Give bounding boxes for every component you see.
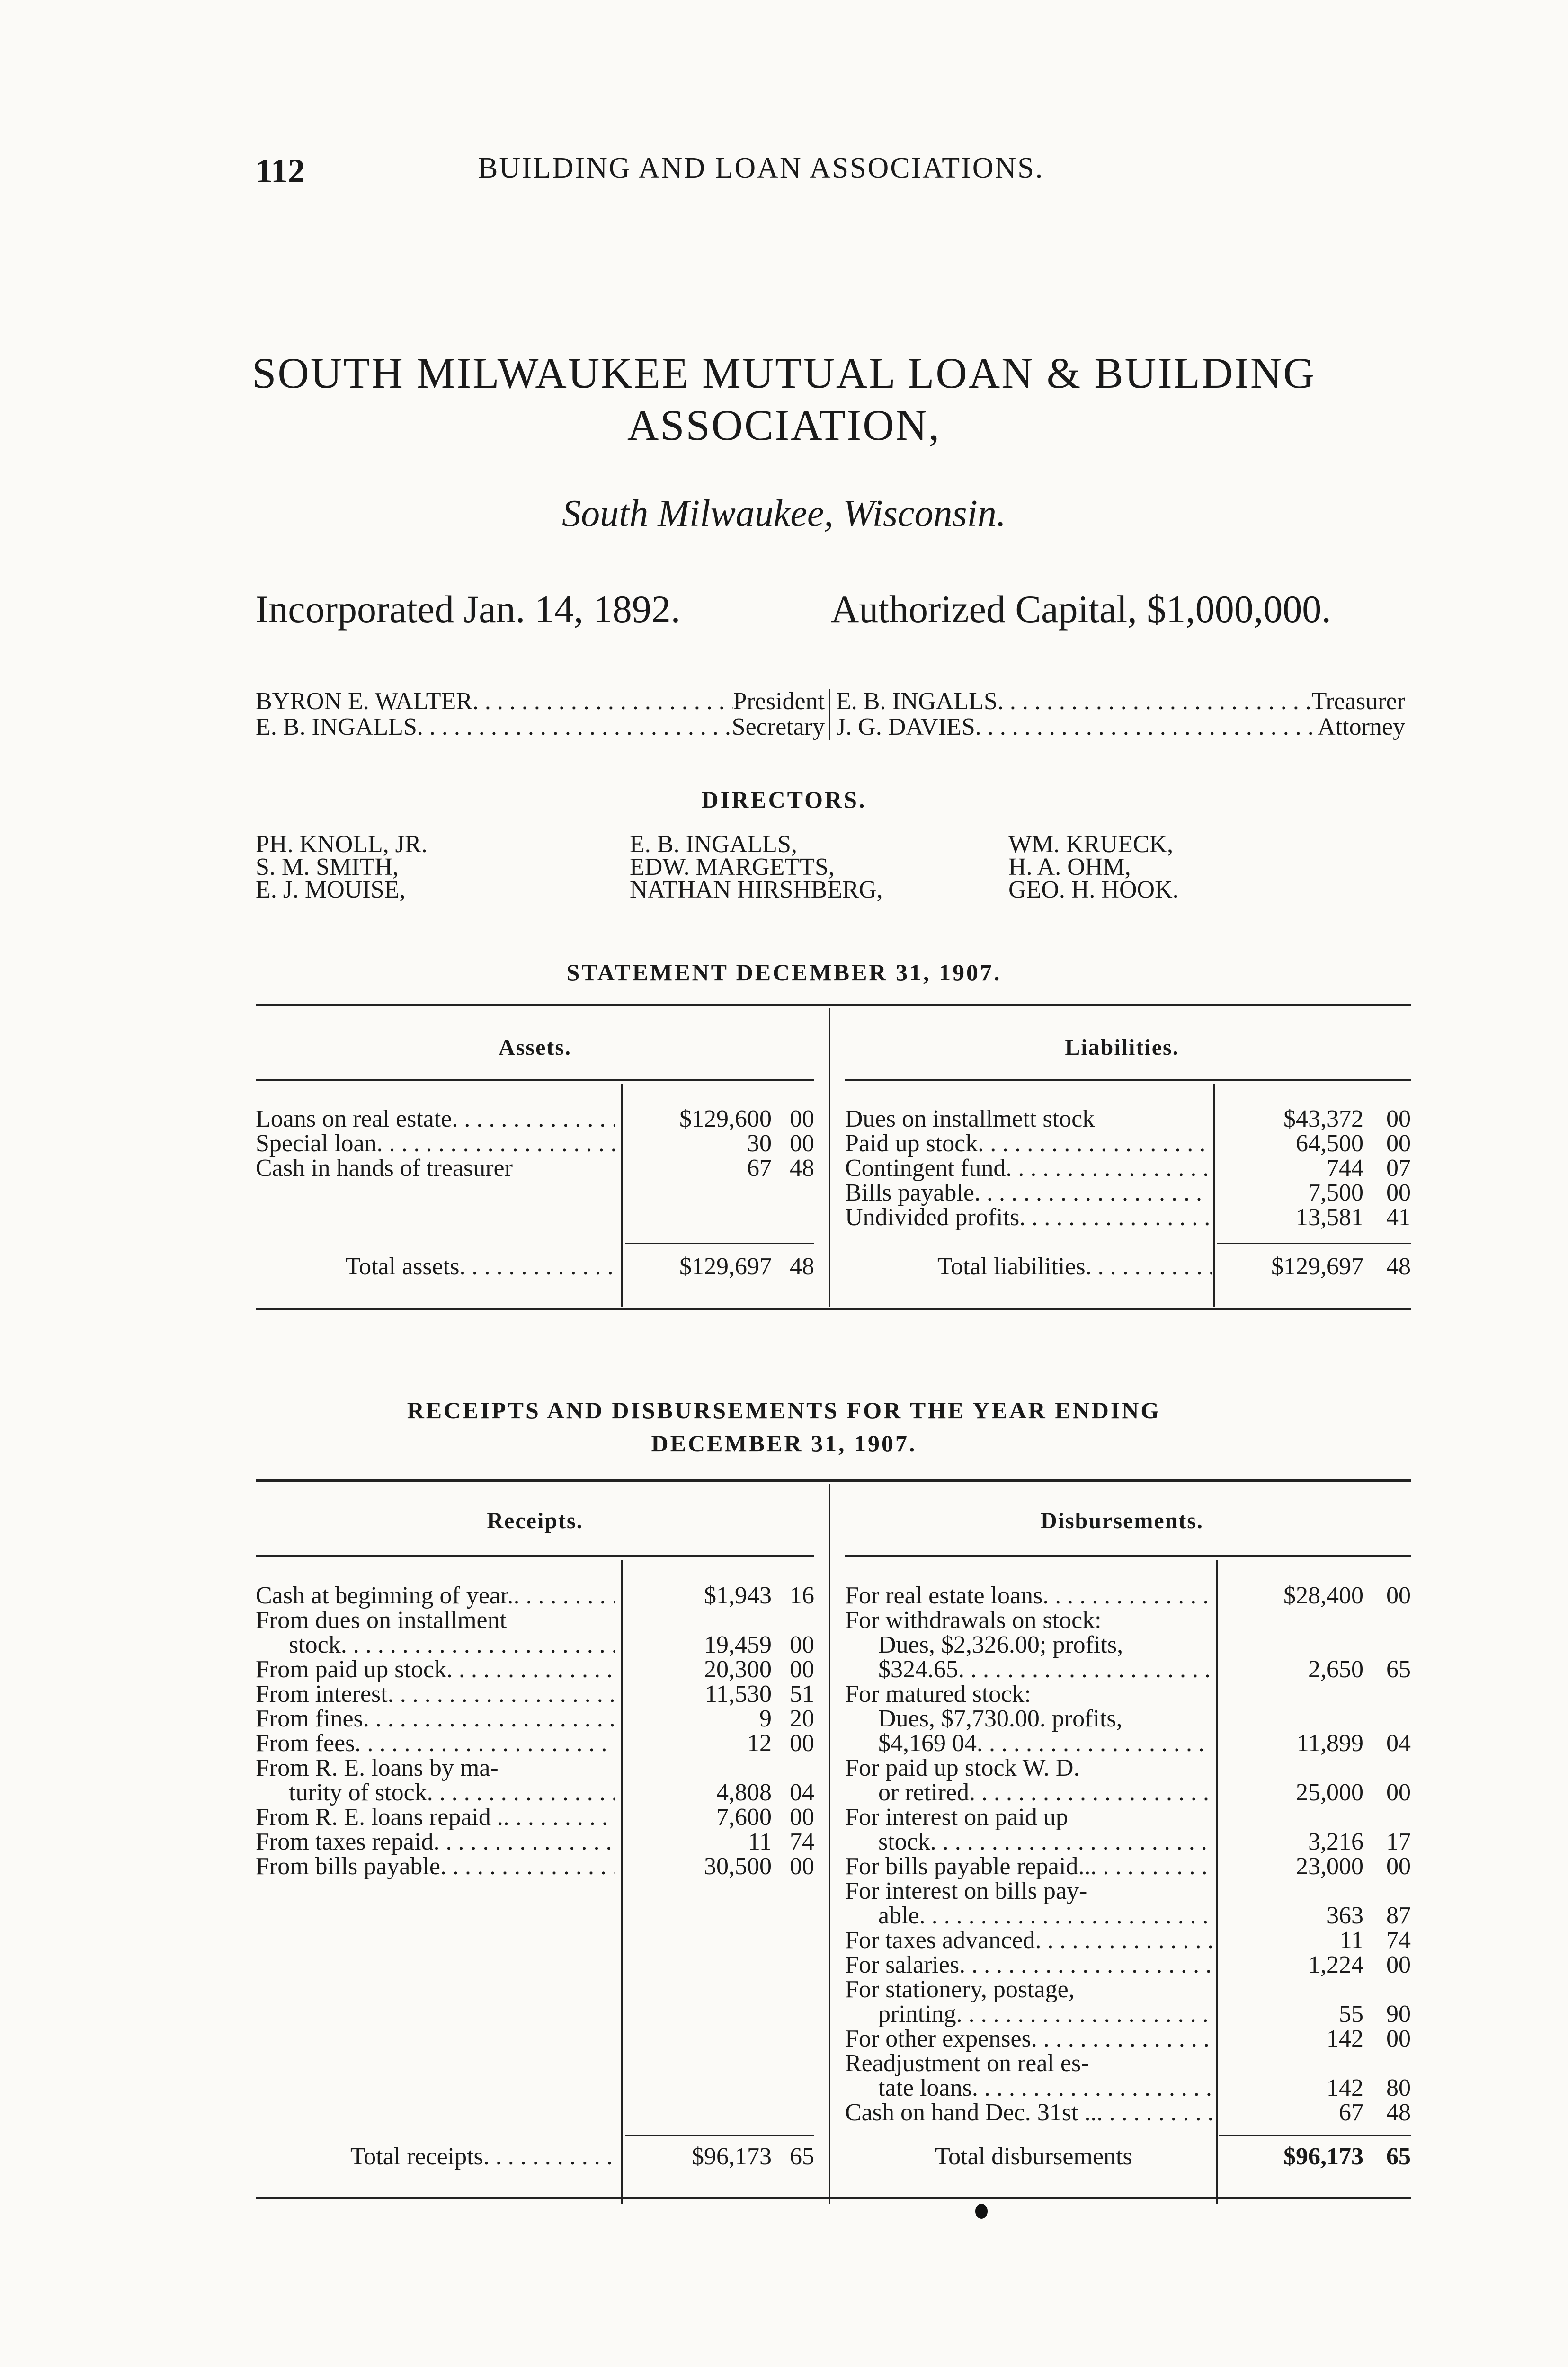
disbursement-label: For real estate loans bbox=[845, 1582, 1043, 1609]
receipts-total-rule bbox=[625, 2135, 814, 2136]
total-assets-label: Total assets bbox=[346, 1253, 460, 1280]
disbursement-label: $4,169 04 bbox=[878, 1730, 977, 1757]
receipt-cents: 16 bbox=[790, 1582, 814, 1609]
disbursement-label: Dues, $7,730.00. profits, bbox=[878, 1705, 1123, 1732]
total-disbursements-label: Total disbursements bbox=[935, 2143, 1132, 2170]
disbursement-dollars: 142 bbox=[1327, 2074, 1363, 2101]
disbursement-label-line bbox=[845, 1805, 1212, 1830]
directors-column-1 bbox=[256, 833, 428, 901]
total-liabilities-cents: 48 bbox=[1386, 1253, 1411, 1280]
receipts-amount-divider bbox=[621, 1560, 623, 2204]
receipt-label-line bbox=[256, 1731, 615, 1756]
asset-label: Loans on real estate bbox=[256, 1105, 452, 1132]
disbursement-cents: 17 bbox=[1386, 1828, 1411, 1855]
director-name: EDW. MARGETTS, bbox=[630, 854, 835, 881]
disbursement-label: For stationery, postage, bbox=[845, 1976, 1075, 2003]
receipts-heading-rule bbox=[256, 1555, 814, 1557]
receipt-label: From taxes repaid bbox=[256, 1828, 434, 1855]
total-disbursements-cents: 65 bbox=[1386, 2143, 1411, 2170]
disbursement-dollars: 25,000 bbox=[1296, 1779, 1363, 1806]
receipt-dollars: 9 bbox=[759, 1705, 772, 1732]
disbursement-label-line bbox=[845, 1682, 1212, 1707]
receipts-heading-line2: DECEMBER 31, 1907. bbox=[651, 1430, 917, 1457]
liability-cents: 00 bbox=[1386, 1105, 1411, 1132]
receipt-dollars: 12 bbox=[747, 1730, 772, 1757]
total-receipts-row bbox=[350, 2145, 615, 2169]
disbursement-label: For interest on paid up bbox=[845, 1804, 1068, 1831]
total-receipts-cents: 65 bbox=[790, 2143, 814, 2170]
receipt-label-line bbox=[256, 1756, 615, 1780]
total-disbursements-row bbox=[935, 2145, 1214, 2169]
receipt-dollars: 11 bbox=[748, 1828, 772, 1855]
liability-label: Paid up stock bbox=[845, 1130, 978, 1157]
receipt-label-line bbox=[256, 1657, 615, 1682]
total-liabilities-row bbox=[937, 1255, 1212, 1279]
receipt-label: From paid up stock bbox=[256, 1656, 446, 1683]
disbursement-label: Cash on hand Dec. 31st .. bbox=[845, 2099, 1097, 2126]
receipt-label: turity of stock bbox=[289, 1779, 427, 1806]
asset-row bbox=[256, 1107, 615, 1131]
disbursement-dollars: 1,224 bbox=[1308, 1951, 1363, 1978]
disbursement-cents: 00 bbox=[1386, 1951, 1411, 1978]
disbursement-dollars: 3,216 bbox=[1308, 1828, 1363, 1855]
asset-row bbox=[256, 1156, 615, 1181]
authorized-capital: Authorized Capital, $1,000,000. bbox=[831, 587, 1331, 631]
statement-bottom-rule bbox=[256, 1308, 1411, 1310]
directors-column-3 bbox=[1008, 833, 1179, 901]
statement-top-rule bbox=[256, 1004, 1411, 1006]
disbursement-label-line bbox=[878, 2076, 1212, 2100]
officers-block bbox=[256, 688, 1405, 740]
officer-name: J. G. DAVIES bbox=[836, 713, 975, 740]
running-title: BUILDING AND LOAN ASSOCIATIONS. bbox=[478, 152, 1044, 184]
disbursement-dollars: 363 bbox=[1327, 1902, 1363, 1929]
liability-cents: 00 bbox=[1386, 1179, 1411, 1206]
assets-total-rule bbox=[625, 1243, 814, 1244]
disbursement-cents: 90 bbox=[1386, 2001, 1411, 2028]
director-name: E. J. MOUISE, bbox=[256, 876, 406, 903]
receipt-cents: 00 bbox=[790, 1631, 814, 1658]
disbursement-label: For salaries bbox=[845, 1951, 960, 1978]
assets-heading: Assets. bbox=[499, 1035, 571, 1060]
disbursement-cents: 74 bbox=[1386, 1927, 1411, 1954]
disbursement-cents: 04 bbox=[1386, 1730, 1411, 1757]
disbursement-label-line bbox=[878, 2002, 1212, 2027]
disbursement-label-line bbox=[845, 2051, 1212, 2076]
disbursement-dollars: $28,400 bbox=[1283, 1582, 1363, 1609]
receipt-dollars: 7,600 bbox=[716, 1804, 772, 1831]
association-name-line1: SOUTH MILWAUKEE MUTUAL LOAN & BUILDING bbox=[252, 349, 1316, 397]
association-name-line2: ASSOCIATION, bbox=[627, 401, 941, 449]
liability-row bbox=[845, 1107, 1210, 1131]
disbursement-label-line bbox=[845, 1953, 1212, 1977]
liability-cents: 41 bbox=[1386, 1204, 1411, 1231]
receipt-label: From interest bbox=[256, 1681, 388, 1708]
receipt-label-line bbox=[256, 1854, 615, 1879]
disbursement-dollars: 142 bbox=[1327, 2025, 1363, 2052]
receipt-label: From R. E. loans by ma- bbox=[256, 1754, 499, 1781]
director-name: S. M. SMITH, bbox=[256, 854, 399, 881]
disbursement-label: For other expenses bbox=[845, 2025, 1031, 2052]
rd-top-rule bbox=[256, 1479, 1411, 1482]
liabilities-heading-rule bbox=[845, 1079, 1411, 1081]
disbursement-dollars: 11 bbox=[1339, 1927, 1363, 1954]
disbursement-cents: 00 bbox=[1386, 1853, 1411, 1880]
asset-label: Cash in hands of treasurer bbox=[256, 1155, 513, 1182]
disbursement-label: tate loans bbox=[878, 2074, 972, 2101]
total-assets-dollars: $129,697 bbox=[679, 1253, 772, 1280]
disbursement-label: Readjustment on real es- bbox=[845, 2050, 1089, 2077]
disbursement-label-line bbox=[878, 1707, 1212, 1731]
statement-center-divider bbox=[829, 1008, 830, 1307]
liability-dollars: 13,581 bbox=[1296, 1204, 1363, 1231]
footer-bullet-mark bbox=[975, 2204, 988, 2219]
officer-title: Secretary bbox=[731, 713, 825, 740]
liability-cents: 07 bbox=[1386, 1155, 1411, 1182]
disbursement-label: or retired bbox=[878, 1779, 970, 1806]
disbursement-label-line bbox=[845, 2100, 1212, 2125]
liability-row bbox=[845, 1205, 1210, 1230]
receipt-cents: 74 bbox=[790, 1828, 814, 1855]
directors-column-2 bbox=[630, 833, 882, 901]
disbursement-label: For withdrawals on stock: bbox=[845, 1607, 1102, 1634]
total-disbursements-dollars: $96,173 bbox=[1283, 2143, 1363, 2170]
disbursement-label-line bbox=[845, 1977, 1212, 2002]
disbursement-label-line bbox=[845, 1854, 1212, 1879]
receipt-label-line bbox=[289, 1633, 615, 1657]
disbursement-label-line bbox=[845, 1928, 1212, 1953]
receipt-label: From bills payable bbox=[256, 1853, 440, 1880]
disbursement-dollars: 23,000 bbox=[1296, 1853, 1363, 1880]
receipt-label-line bbox=[256, 1805, 615, 1830]
liability-dollars: 744 bbox=[1327, 1155, 1363, 1182]
receipt-label: From dues on installment bbox=[256, 1607, 507, 1634]
disbursement-label-line bbox=[845, 1756, 1212, 1780]
disbursement-cents: 80 bbox=[1386, 2074, 1411, 2101]
officer-title: President bbox=[733, 688, 825, 715]
officer-name: E. B. INGALLS bbox=[256, 713, 417, 740]
disbursement-cents: 48 bbox=[1386, 2099, 1411, 2126]
liability-dollars: 64,500 bbox=[1296, 1130, 1363, 1157]
receipt-dollars: 11,530 bbox=[704, 1681, 772, 1708]
receipt-cents: 04 bbox=[790, 1779, 814, 1806]
disbursement-label: printing bbox=[878, 2001, 956, 2028]
total-assets-row bbox=[346, 1255, 615, 1279]
liability-row bbox=[845, 1181, 1210, 1205]
asset-dollars: $129,600 bbox=[679, 1105, 772, 1132]
disbursement-label-line bbox=[878, 1780, 1212, 1805]
disbursements-heading-rule bbox=[845, 1555, 1411, 1557]
total-assets-cents: 48 bbox=[790, 1253, 814, 1280]
disbursement-dollars: 2,650 bbox=[1308, 1656, 1363, 1683]
liability-dollars: $43,372 bbox=[1283, 1105, 1363, 1132]
liability-label: Undivided profits bbox=[845, 1204, 1020, 1231]
statement-heading: STATEMENT DECEMBER 31, 1907. bbox=[566, 959, 1002, 986]
disbursement-cents: 00 bbox=[1386, 2025, 1411, 2052]
receipt-cents: 00 bbox=[790, 1804, 814, 1831]
disbursement-label: For interest on bills pay- bbox=[845, 1878, 1087, 1904]
liabilities-amount-divider bbox=[1213, 1084, 1215, 1307]
incorporated-date: Incorporated Jan. 14, 1892. bbox=[256, 587, 681, 631]
disbursement-label-line bbox=[878, 1830, 1212, 1854]
disbursement-label: For bills payable repaid.. bbox=[845, 1853, 1091, 1880]
liabilities-total-rule bbox=[1217, 1243, 1411, 1244]
director-name: GEO. H. HOOK. bbox=[1008, 876, 1179, 903]
disbursements-heading: Disbursements. bbox=[1040, 1508, 1203, 1533]
association-place: South Milwaukee, Wisconsin. bbox=[562, 493, 1006, 534]
disbursement-dollars: 55 bbox=[1339, 2001, 1363, 2028]
disbursements-total-rule bbox=[1219, 2135, 1411, 2136]
rd-center-divider bbox=[829, 1484, 830, 2204]
receipt-dollars: $1,943 bbox=[704, 1582, 772, 1609]
receipt-cents: 00 bbox=[790, 1656, 814, 1683]
disbursement-label: For paid up stock W. D. bbox=[845, 1754, 1080, 1781]
asset-row bbox=[256, 1131, 615, 1156]
receipt-dollars: 4,808 bbox=[716, 1779, 772, 1806]
receipt-label: From fines bbox=[256, 1705, 363, 1732]
liabilities-heading: Liabilities. bbox=[1065, 1035, 1179, 1060]
director-name: PH. KNOLL, JR. bbox=[256, 831, 428, 858]
disbursement-label: Dues, $2,326.00; profits, bbox=[878, 1631, 1123, 1658]
officer-row bbox=[256, 713, 1405, 740]
receipt-label-line bbox=[256, 1682, 615, 1707]
officer-name: BYRON E. WALTER bbox=[256, 688, 472, 715]
disbursement-label: $324.65 bbox=[878, 1656, 958, 1683]
officer-row bbox=[256, 688, 1405, 715]
disbursement-label: For taxes advanced bbox=[845, 1927, 1035, 1954]
receipt-dollars: 20,300 bbox=[704, 1656, 772, 1683]
liability-label: Contingent fund bbox=[845, 1155, 1006, 1182]
asset-cents: 48 bbox=[790, 1155, 814, 1182]
disbursement-label-line bbox=[878, 1657, 1212, 1682]
directors-heading: DIRECTORS. bbox=[701, 786, 867, 813]
receipt-label: From R. E. loans repaid . bbox=[256, 1804, 503, 1831]
disbursement-label-line bbox=[845, 1879, 1212, 1904]
disbursement-label-line bbox=[878, 1904, 1212, 1928]
disbursement-label-line bbox=[845, 1608, 1212, 1633]
receipt-dollars: 30,500 bbox=[704, 1853, 772, 1880]
asset-cents: 00 bbox=[790, 1130, 814, 1157]
disbursement-label: For matured stock: bbox=[845, 1681, 1031, 1708]
receipt-label: From fees bbox=[256, 1730, 355, 1757]
liability-cents: 00 bbox=[1386, 1130, 1411, 1157]
receipt-label-line bbox=[256, 1830, 615, 1854]
receipt-label-line bbox=[256, 1584, 615, 1608]
page-number: 112 bbox=[256, 152, 305, 190]
total-liabilities-label: Total liabilities bbox=[937, 1253, 1086, 1280]
liability-dollars: 7,500 bbox=[1308, 1179, 1363, 1206]
disbursement-label-line bbox=[878, 1633, 1212, 1657]
disbursement-label-line bbox=[845, 1584, 1212, 1608]
asset-dollars: 67 bbox=[747, 1155, 772, 1182]
receipt-dollars: 19,459 bbox=[704, 1631, 772, 1658]
total-receipts-label: Total receipts bbox=[350, 2143, 483, 2170]
total-receipts-dollars: $96,173 bbox=[692, 2143, 772, 2170]
receipt-cents: 00 bbox=[790, 1730, 814, 1757]
assets-amount-divider bbox=[621, 1084, 623, 1307]
disbursement-label-line bbox=[845, 2027, 1212, 2051]
director-name: E. B. INGALLS, bbox=[630, 831, 797, 858]
asset-cents: 00 bbox=[790, 1105, 814, 1132]
disbursement-cents: 00 bbox=[1386, 1582, 1411, 1609]
receipt-label: Cash at beginning of year. bbox=[256, 1582, 514, 1609]
disbursement-cents: 65 bbox=[1386, 1656, 1411, 1683]
asset-dollars: 30 bbox=[747, 1130, 772, 1157]
receipt-cents: 51 bbox=[790, 1681, 814, 1708]
disbursement-label: stock bbox=[878, 1828, 930, 1855]
receipts-heading-line1: RECEIPTS AND DISBURSEMENTS FOR THE YEAR ENDING bbox=[407, 1397, 1161, 1424]
disbursement-cents: 87 bbox=[1386, 1902, 1411, 1929]
officer-title: Treasurer bbox=[1311, 688, 1405, 715]
receipt-label-line bbox=[256, 1608, 615, 1633]
director-name: WM. KRUECK, bbox=[1008, 831, 1174, 858]
disbursement-dollars: 11,899 bbox=[1296, 1730, 1363, 1757]
rd-bottom-rule bbox=[256, 2197, 1411, 2199]
total-liabilities-dollars: $129,697 bbox=[1271, 1253, 1363, 1280]
officer-name: E. B. INGALLS bbox=[836, 688, 998, 715]
receipt-label-line bbox=[256, 1707, 615, 1731]
receipts-heading: Receipts. bbox=[487, 1508, 583, 1533]
liability-label: Dues on installmett stock bbox=[845, 1105, 1095, 1132]
disbursements-amount-divider bbox=[1216, 1560, 1218, 2204]
asset-label: Special loan bbox=[256, 1130, 377, 1157]
disbursement-label: able bbox=[878, 1902, 919, 1929]
assets-heading-rule bbox=[256, 1079, 814, 1081]
disbursement-cents: 00 bbox=[1386, 1779, 1411, 1806]
receipt-label: stock bbox=[289, 1631, 341, 1658]
liability-row bbox=[845, 1156, 1210, 1181]
receipt-label-line bbox=[289, 1780, 615, 1805]
liability-label: Bills payable bbox=[845, 1179, 974, 1206]
receipt-cents: 20 bbox=[790, 1705, 814, 1732]
director-name: H. A. OHM, bbox=[1008, 854, 1131, 881]
officer-title: Attorney bbox=[1318, 713, 1405, 740]
liability-row bbox=[845, 1131, 1210, 1156]
disbursement-label-line bbox=[878, 1731, 1212, 1756]
receipt-cents: 00 bbox=[790, 1853, 814, 1880]
director-name: NATHAN HIRSHBERG, bbox=[630, 876, 883, 903]
disbursement-dollars: 67 bbox=[1339, 2099, 1363, 2126]
